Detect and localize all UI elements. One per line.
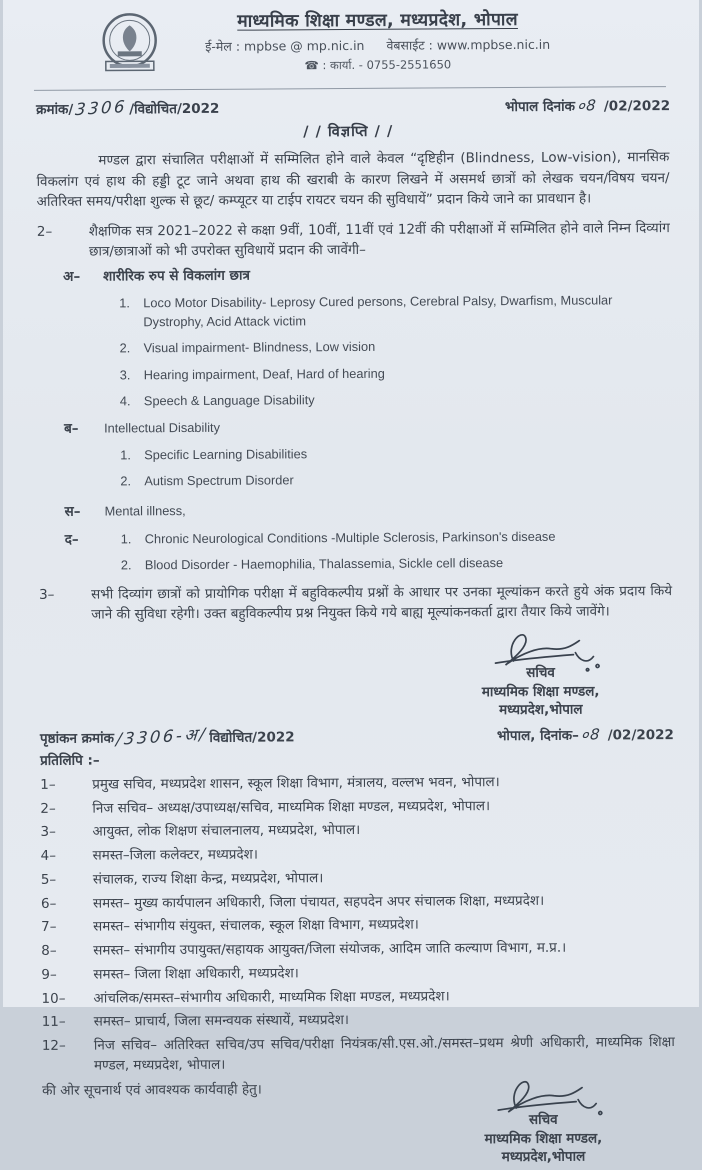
endorsement-date-suffix: /02/2022 [607, 727, 674, 744]
item-number: 2. [119, 340, 131, 356]
copy-item-text: समस्त– संभागीय संयुक्त, संचालक, स्कूल शिक्षा विभाग, मध्यप्रदेश। [93, 916, 419, 935]
list-item [121, 552, 672, 575]
signatory-org: माध्यमिक शिक्षा मण्डल, [481, 683, 600, 701]
signature-block [415, 624, 666, 720]
item-text: Loco Motor Disability- Leprosy Cured persons, Cerebral Palsy, Dwarfism, Muscular Dystrophy, Acid Attack victim [143, 292, 613, 330]
item-text: Visual impairment- Blindness, Low vision [143, 339, 376, 356]
copy-item-number: 12– [41, 1037, 66, 1054]
copy-item-number: 2– [40, 800, 56, 817]
scanned-letter-page [3, 0, 699, 1166]
signatory-org: माध्यमिक शिक्षा मण्डल, [484, 1130, 603, 1148]
ref-number-suffix: /विद्योचित/2022 [129, 100, 220, 118]
copy-item [41, 961, 674, 985]
paragraph-1: मण्डल द्वारा संचालित परीक्षाओं में सम्मिलित होने वाले केवल “दृष्टिहीन (Blindness, Low-vision), मानसिक विकलांग एवं हाथ की हड्डी टूट जाने अथवा हाथ की खराबी के कारण लिखने में असमर्थ छात्रों को लेखक चयन/विषय चयन/अतिरिक्त समय/परीक्षा शुल्क से छूट/ कम्प्यूटर या टाईप रायटर चयन की सुविधायें” प्रदान किये जाने का प्रावधान है। [36, 149, 670, 210]
copy-item-number: 9– [41, 966, 57, 983]
endorsement-number [40, 725, 295, 751]
copy-item-text: समस्त–जिला कलेक्टर, मध्यप्रदेश। [92, 846, 258, 864]
copy-item [41, 985, 674, 1009]
list-item [120, 442, 671, 465]
list-item [121, 526, 672, 549]
section-3 [39, 581, 672, 625]
section-2 [37, 218, 670, 262]
item-number: 1. [120, 447, 131, 463]
group-d-marker: द– [64, 531, 79, 548]
mpbse-seal-logo [94, 11, 166, 88]
item-text: Autism Spectrum Disorder [144, 472, 294, 489]
list-item [119, 290, 670, 332]
endorsement-date [497, 723, 674, 746]
group-d [65, 526, 672, 575]
ref-date-label: भोपाल दिनांक [504, 98, 576, 116]
group-a-title: शारीरिक रुप से विकलांग छात्र [103, 267, 250, 285]
copy-item-text: समस्त– संभागीय उपायुक्त/सहायक आयुक्त/जिला संयोजक, आदिम जाति कल्याण विभाग, म.प्र.। [93, 939, 567, 959]
copy-list [4, 771, 702, 1077]
copy-item [42, 1008, 675, 1032]
copy-item-number: 6– [40, 895, 57, 912]
ref-number [36, 96, 219, 122]
copy-item-text: समस्त– मुख्य कार्यपालन अधिकारी, जिला पंचायत, सहपदेन अपर संचालक शिक्षा, मध्यप्रदेश। [92, 892, 545, 912]
endorsement-date-handwritten: ०8 [580, 725, 602, 745]
item-text: Speech & Language Disability [143, 391, 315, 408]
list-item [119, 335, 670, 358]
copy-item-number: 8– [41, 942, 57, 959]
copy-item-number: 1– [40, 776, 56, 793]
section-2-number: 2– [36, 224, 53, 241]
ref-number-prefix: क्रमांक/ [36, 101, 74, 118]
group-a-heading [63, 263, 670, 287]
signature-block-bottom [418, 1071, 669, 1167]
copy-item-number: 5– [40, 871, 57, 888]
section-2-text: शैक्षणिक सत्र 2021–2022 से कक्षा 9वीं, 10वीं, 11वीं एवं 12वीं की परीक्षाओं में सम्मिलित होने वाले निम्न दिव्यांग छात्र/छात्राओं को भी उपरोक्त सुविधायें प्रदान की जावेंगी– [88, 220, 670, 261]
item-text: Specific Learning Disabilities [144, 446, 308, 463]
item-number: 3. [119, 366, 131, 382]
copy-item [41, 866, 674, 890]
copy-item [42, 1032, 675, 1076]
ref-date-handwritten: ०8 [576, 95, 598, 116]
phone-line: ☎ : कार्या. - 0755-2551650 [304, 57, 452, 73]
item-number: 2. [120, 557, 132, 573]
signatory-title: सचिव [526, 664, 555, 681]
signatory-place: मध्यप्रदेश,भोपाल [498, 701, 583, 719]
copy-item-text: निज सचिव– अतिरिक्त सचिव/उप सचिव/परीक्षा नियंत्रक/सी.एस.ओ./समस्त–प्रथम श्रेणी अधिकारी, माध्यमिक शिक्षा मण्डल, मध्यप्रदेश, भोपाल। [93, 1034, 675, 1074]
endorsement-prefix: पृष्ठांकन क्रमांक [39, 730, 114, 748]
copy-item-text: आयुक्त, लोक शिक्षण संचालनालय, मध्यप्रदेश, भोपाल। [92, 822, 361, 840]
endorsement-line [4, 718, 700, 751]
item-number: 4. [119, 393, 131, 409]
ref-date-suffix: /02/2022 [603, 98, 671, 115]
copy-item-text: समस्त– जिला शिक्षा अधिकारी, मध्यप्रदेश। [93, 965, 299, 983]
copy-item [41, 913, 674, 937]
endorsement-date-label: भोपाल, दिनांक– [496, 727, 579, 745]
copy-item [41, 890, 674, 914]
item-text: Chronic Neurological Conditions -Multiple Sclerosis, Parkinson's disease [144, 528, 556, 547]
item-text: Hearing impairment, Deaf, Hard of hearing [143, 365, 385, 382]
copy-item-text: आंचलिक/समस्त–संभागीय अधिकारी, माध्यमिक शिक्षा मण्डल, मध्यप्रदेश। [93, 987, 450, 1007]
item-number: 1. [119, 295, 131, 311]
list-item [120, 362, 671, 385]
endorsement-suffix: विद्योचित/2022 [209, 729, 295, 747]
group-s-marker: स– [64, 503, 81, 520]
copy-item-text: संचालक, राज्य शिक्षा केन्द्र, मध्यप्रदेश, भोपाल। [92, 869, 324, 888]
group-b-list [120, 442, 671, 491]
group-b-heading [64, 415, 671, 439]
copy-item [41, 937, 674, 961]
copy-item [40, 771, 673, 795]
ref-date [505, 94, 670, 117]
copy-item-text: समस्त– प्राचार्य, जिला समन्वयक संस्थायें, मध्यप्रदेश। [93, 1012, 350, 1030]
copy-item-text: प्रमुख सचिव, मध्यप्रदेश शासन, स्कूल शिक्षा विभाग, मंत्रालय, वल्लभ भवन, भोपाल। [92, 773, 500, 793]
copy-item-number: 7– [41, 919, 57, 936]
endorsement-number-handwritten: /3306-अ/ [115, 724, 209, 750]
group-b-marker: ब– [63, 420, 79, 437]
group-b-title: Intellectual Disability [103, 419, 221, 436]
copy-item-number: 11– [41, 1014, 66, 1031]
group-a-marker: अ– [63, 268, 81, 285]
group-s-heading [64, 498, 671, 522]
email-label: ई-मेल : mpbse @ mp.nic.in [205, 38, 365, 55]
list-item [120, 388, 671, 411]
footer-note: की ओर सूचनार्थ एवं आवश्यक कार्यवाही हेतु। [42, 1081, 262, 1099]
copy-item-number: 10– [41, 990, 66, 1007]
signatory-title: सचिव [528, 1111, 558, 1128]
section-3-number: 3– [39, 586, 55, 604]
copy-item [40, 795, 673, 819]
website-label: वेबसाईट : www.mpbse.nic.in [386, 37, 551, 54]
org-name: माध्यमिक शिक्षा मण्डल, मध्यप्रदेश, भोपाल [237, 9, 518, 32]
telephone-icon: ☎ [304, 58, 319, 73]
group-s-title: Mental illness, [104, 502, 186, 519]
copy-item [41, 842, 674, 866]
signatory-place: मध्यप्रदेश,भोपाल [501, 1148, 586, 1166]
copy-item-number: 4– [40, 847, 57, 864]
copy-item-number: 3– [40, 824, 56, 841]
item-number: 2. [120, 473, 132, 489]
item-number: 1. [120, 531, 132, 547]
list-item [120, 468, 671, 491]
copy-item-text: निज सचिव– अध्यक्ष/उपाध्यक्ष/सचिव, माध्यमिक शिक्षा मण्डल, मध्यप्रदेश, भोपाल। [92, 797, 491, 817]
notice-heading: / / विज्ञप्ति / / [303, 123, 394, 140]
item-text: Blood Disorder - Haemophilia, Thalassemia, Sickle cell disease [144, 555, 504, 573]
reference-line [0, 87, 696, 122]
phone-number: कार्या. - 0755-2551650 [329, 57, 452, 73]
group-a-list [119, 290, 671, 410]
copy-heading: प्रतिलिपि :– [40, 752, 100, 769]
section-3-text: सभी दिव्यांग छात्रों को प्रायोगिक परीक्षा में बहुविकल्पीय प्रश्नों के आधार पर उनका मूल्यांकन करते हुये अंक प्रदाय किये जाने की सुविधा रहेगी। उक्त बहुविकल्पीय प्रश्न नियुक्त किये गये बाह्य मूल्यांकनकर्ता द्वारा तैयार किये जावेंगे। [91, 583, 673, 623]
copy-item [40, 818, 673, 842]
ref-number-handwritten: 3306 [74, 96, 129, 120]
letterhead [0, 6, 696, 88]
